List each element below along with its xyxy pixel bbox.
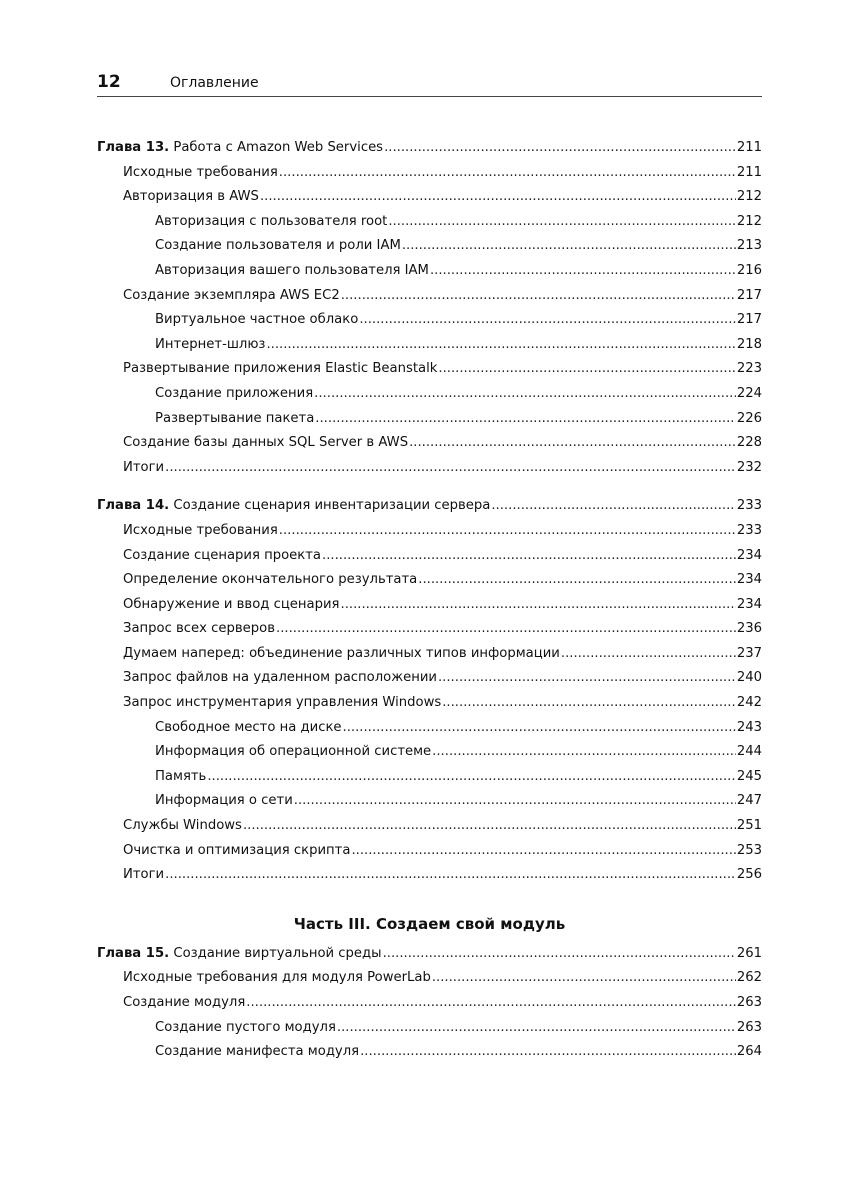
dot-leader (314, 386, 736, 401)
toc-entry[interactable] (97, 263, 762, 288)
toc-entry[interactable] (97, 435, 762, 460)
page-number: 12 (97, 72, 121, 92)
dot-leader (343, 720, 736, 735)
toc-entry[interactable] (97, 597, 762, 622)
entry-label: Думаем наперед: объединение различных типов информации (123, 645, 560, 661)
page-ref: 224 (736, 385, 762, 401)
page-ref: 263 (736, 1019, 762, 1035)
toc-entry[interactable] (97, 238, 762, 263)
page-ref: 216 (736, 262, 762, 278)
entry-label: Итоги (123, 867, 165, 883)
page-ref: 263 (736, 995, 762, 1010)
page-ref: 226 (736, 410, 762, 426)
page-ref: 234 (736, 547, 762, 563)
entry-label: Создание модуля (123, 995, 246, 1010)
toc-entry[interactable] (97, 523, 762, 548)
toc-entry[interactable] (97, 386, 762, 411)
toc-entry[interactable] (97, 867, 762, 892)
dot-leader (207, 769, 735, 784)
toc-chapter-13[interactable] (97, 140, 762, 165)
entry-label: Создание сценария проекта (123, 547, 321, 563)
chapter-title: Создание сценария инвентаризации сервера (173, 498, 491, 514)
toc-chapter-15[interactable] (97, 946, 762, 971)
toc-entry[interactable] (97, 1020, 762, 1045)
page-ref: 262 (736, 970, 762, 986)
dot-leader (359, 312, 736, 327)
toc-entry[interactable] (97, 361, 762, 386)
dot-leader (432, 970, 736, 985)
entry-label: Создание пользователя и роли IAM (155, 238, 401, 254)
page-ref: 251 (736, 818, 762, 834)
dot-leader (315, 411, 736, 426)
dot-leader (294, 793, 736, 808)
page-ref: 223 (736, 361, 762, 377)
toc-entry[interactable] (97, 818, 762, 843)
entry-label: Память (155, 768, 207, 784)
page-ref: 228 (736, 435, 762, 451)
chapter-prefix: Глава 13. (97, 140, 170, 155)
dot-leader (491, 498, 735, 513)
entry-label: Службы Windows (123, 818, 242, 834)
entry-label: Информация о сети (155, 793, 293, 809)
dot-leader (266, 337, 735, 352)
page-ref: 256 (736, 867, 762, 883)
part-title[interactable]: Часть III. Создаем свой модуль (293, 914, 566, 933)
page-header (97, 72, 762, 97)
toc-entry[interactable] (97, 288, 762, 313)
toc-entry[interactable] (97, 720, 762, 745)
dot-leader (279, 523, 736, 538)
toc-entry[interactable] (97, 1044, 762, 1069)
toc-entry[interactable] (97, 695, 762, 720)
page-ref: 264 (736, 1044, 762, 1060)
toc-entry[interactable] (97, 312, 762, 337)
chapter-prefix: Глава 15. (97, 945, 170, 961)
page-ref: 213 (736, 238, 762, 254)
toc-entry[interactable] (97, 843, 762, 868)
page-ref: 212 (736, 213, 762, 229)
entry-label: Виртуальное частное облако (155, 312, 359, 328)
toc-entry[interactable] (97, 189, 762, 214)
chapter-title: Работа с Amazon Web Services (173, 140, 384, 155)
dot-leader (165, 867, 736, 882)
entry-label: Свободное место на диске (155, 719, 342, 735)
toc-entry[interactable] (97, 411, 762, 436)
entry-label: Очистка и оптимизация скрипта (123, 842, 351, 858)
entry-label: Исходные требования (123, 164, 278, 180)
page-ref: 247 (736, 793, 762, 809)
toc-entry[interactable] (97, 769, 762, 794)
dot-leader (561, 646, 736, 661)
page-ref: 240 (736, 670, 762, 686)
page-ref: 233 (736, 522, 762, 538)
entry-label: Создание манифеста модуля (155, 1044, 360, 1060)
dot-leader (432, 744, 736, 759)
toc-entry[interactable] (97, 793, 762, 818)
dot-leader (430, 263, 736, 278)
page-ref: 218 (736, 336, 762, 352)
page-ref: 234 (736, 596, 762, 612)
entry-label: Развертывание приложения Elastic Beanstalk (123, 361, 438, 377)
dot-leader (388, 214, 736, 229)
entry-label: Авторизация в AWS (123, 189, 259, 205)
dot-leader (322, 548, 736, 563)
dot-leader (384, 140, 736, 155)
entry-label: Создание пустого модуля (155, 1019, 336, 1035)
toc-chapter-14[interactable] (97, 498, 762, 523)
dot-leader (279, 165, 736, 180)
chapter-title: Создание виртуальной среды (173, 945, 382, 961)
page-ref: 212 (736, 189, 762, 205)
entry-label: Создание экземпляра AWS EC2 (123, 287, 340, 303)
page-ref: 234 (736, 572, 762, 588)
dot-leader (438, 670, 736, 685)
chapter-prefix: Глава 14. (97, 498, 170, 514)
entry-label: Авторизация с пользователя root (155, 213, 388, 229)
page-ref: 236 (736, 621, 762, 637)
toc-entry[interactable] (97, 621, 762, 646)
toc-entry[interactable] (97, 460, 762, 485)
page-ref: 242 (736, 695, 762, 711)
dot-leader (438, 361, 735, 376)
dot-leader (383, 946, 736, 961)
page-ref: 233 (736, 498, 762, 514)
entry-label: Запрос файлов на удаленном расположении (123, 670, 437, 686)
entry-label: Авторизация вашего пользователя IAM (155, 262, 429, 278)
spacer (97, 484, 762, 498)
toc-entry[interactable] (97, 995, 762, 1020)
dot-leader (409, 435, 736, 450)
page-ref: 245 (736, 768, 762, 784)
toc-entry[interactable] (97, 548, 762, 573)
toc-entry[interactable] (97, 572, 762, 597)
dot-leader (442, 695, 736, 710)
dot-leader (260, 189, 736, 204)
page-ref: 217 (736, 287, 762, 303)
entry-label: Создание приложения (155, 385, 314, 401)
dot-leader (402, 238, 736, 253)
toc-entry[interactable] (97, 744, 762, 769)
page-ref: 243 (736, 719, 762, 735)
dot-leader (243, 818, 736, 833)
page-ref: 244 (736, 744, 762, 760)
entry-label: Интернет-шлюз (155, 336, 266, 352)
entry-label: Создание базы данных SQL Server в AWS (123, 435, 409, 451)
toc-entry[interactable] (97, 337, 762, 362)
toc-entry[interactable] (97, 970, 762, 995)
entry-label: Итоги (123, 459, 165, 475)
page-ref: 211 (736, 164, 762, 180)
page-ref: 261 (736, 945, 762, 961)
dot-leader (276, 621, 736, 636)
dot-leader (418, 572, 736, 587)
dot-leader (341, 597, 736, 612)
page-ref: 237 (736, 645, 762, 661)
toc-entry[interactable] (97, 165, 762, 190)
page-ref: 211 (736, 140, 762, 155)
dot-leader (337, 1020, 736, 1035)
entry-label: Определение окончательного результата (123, 572, 418, 588)
dot-leader (341, 288, 736, 303)
entry-label: Информация об операционной системе (155, 744, 432, 760)
dot-leader (360, 1044, 736, 1059)
toc-entry[interactable] (97, 214, 762, 239)
page-ref: 217 (736, 312, 762, 328)
running-title: Оглавление (170, 75, 259, 91)
dot-leader (246, 995, 736, 1010)
toc-entry[interactable] (97, 670, 762, 695)
page-ref: 253 (736, 842, 762, 858)
entry-label: Запрос инструментария управления Windows (123, 695, 442, 711)
entry-label: Развертывание пакета (155, 410, 315, 426)
entry-label: Исходные требования для модуля PowerLab (123, 970, 431, 986)
toc-entry[interactable] (97, 646, 762, 671)
dot-leader (351, 843, 735, 858)
entry-label: Запрос всех серверов (123, 621, 276, 637)
page-ref: 232 (736, 459, 762, 475)
dot-leader (165, 460, 736, 475)
entry-label: Исходные требования (123, 522, 278, 538)
table-of-contents (97, 140, 762, 1069)
entry-label: Обнаружение и ввод сценария (123, 596, 340, 612)
